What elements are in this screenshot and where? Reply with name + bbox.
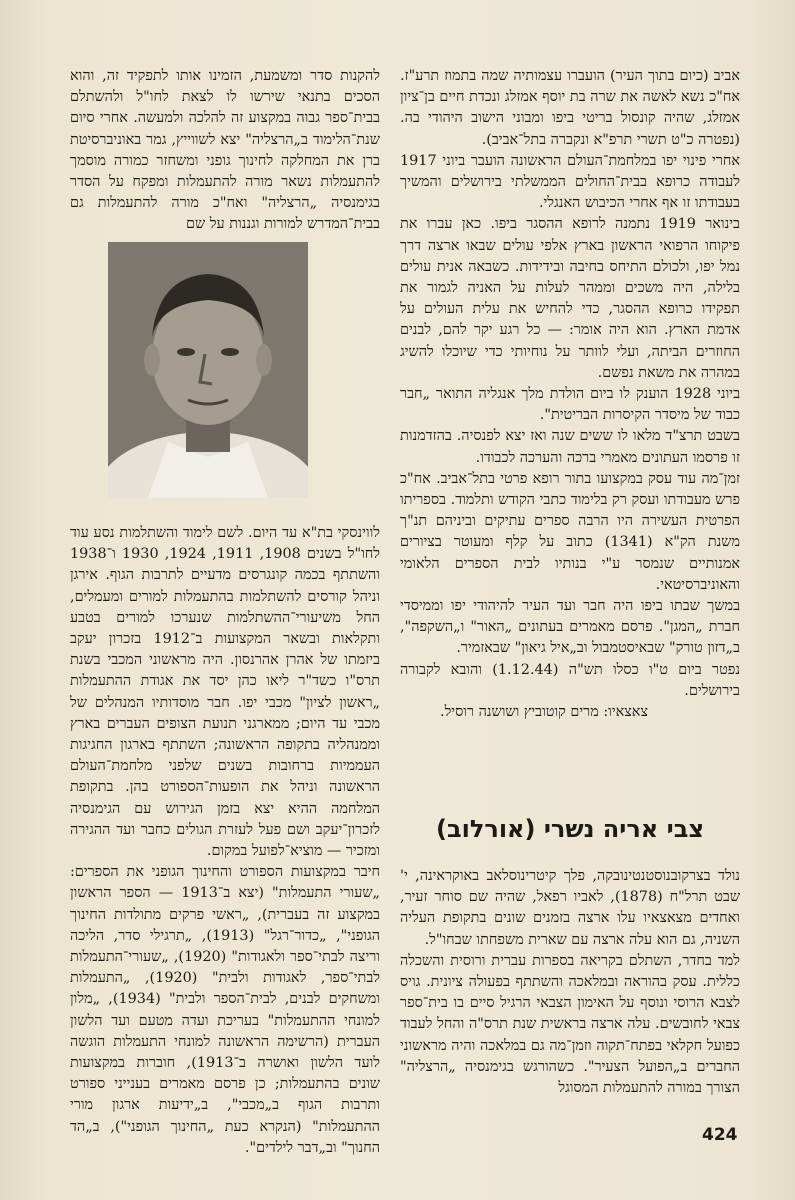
left-column-top (70, 66, 380, 236)
right-column-bottom (400, 866, 740, 1099)
descendants-line: צאצאיו: מרים קוטוביץ ושושנה רוסיל. (440, 704, 648, 721)
paragraph: חיבר במקצועות הספורט והחינוך הגופני את הספרים: „שעורי התעמלות" (יצא ב־1913 — הספר הראשון במקצוע זה בעברית), „ראשי פרקים מתולדות החינוך הגופני", „כדור־רגל" (1913), „תרגילי סדר, הליכה וריצה לבתי־ספר ולאגודות" (1920), „שעורי־התעמלות לבתי־ספר, לאגודות ולבית" (1920), „התעמלות ומשחקים לבנים, לבית־הספר ולבית" (1934), „מלון למונחי ההתעמלות" בעריכת ועדה מטעם ועד הלשון העברית (הרשימה הראשונה למונחי התעמלות הוגשה לועד הלשון ואושרה ב־1913), חוברות במקצועות שונים בהתעמלות; כן פרסם מאמרים בענייני ספורט ותרבות הגוף ב„מכבי", ב„ידיעות ארגון מורי ההתעמלות" (הנקרא כעת „החינוך הגופני"), ב„הד החנוך" וב„דבר לילדים". (70, 864, 381, 1156)
paragraph: אחרי פינוי יפו במלחמת־העולם הראשונה הועבר ביוני 1917 לעבודה כרופא בבית־החולים הממשלתי בירושלים והמשיך בעבודתו זו אף אחרי הכיבוש האנגלי. (400, 152, 740, 212)
portrait-photo (108, 242, 308, 498)
paragraph: אביב (כיום בתוך העיר) הועברו עצמותיה שמה בתמוז תרע"ז. אח"כ נשא לאשה את שרה בת יוסף אמזלג ונכדת חיים בן־ציון אמזלג, שהיה קונסול בריטי ביפו ומבוני הישוב היהודי בה. (נפטרה כ"ט תשרי תרפ"א ונקברה בתל־אביב). (400, 68, 740, 148)
paragraph: ביוני 1928 הוענק לו ביום הולדת מלך אנגליה התואר „חבר כבוד של מיסדר הקיסרות הבריטית". (400, 386, 740, 424)
right-column-top (400, 66, 740, 723)
paragraph: בשבט תרצ"ד מלאו לו ששים שנה ואז יצא לפנסיה. בהזדמנות זו פרסמו העתונים מאמרי ברכה והערכה לכבודו. (400, 428, 740, 466)
paragraph: זמן־מה עוד עסק במקצועו בתור רופא פרטי בתל־אביב. אח"כ פרש מעבודתו ועסק רק בלימוד כתבי הקודש ותלמוד. בספריתו הפרטית העשירה היו הרבה ספרים עתיקים וביניהם תנ"ך משנת הק"א (1341) כתוב על קלף ומעוטר בציורים אמנותיים שנמסר ע"י בנותיו לבית הספרים הלאומי והאוניברסיטאי. (400, 470, 741, 593)
left-column-bottom (70, 523, 380, 1159)
paragraph: לווינסקי בת"א עד היום. לשם לימוד והשתלמות נסע עוד לחו"ל בשנים 1908, 1911, 1924, 1930 ו־1938 והשתתף בכמה קונגרסים מדעיים לתרבות הגוף. אירגן וניהל קורסים להשתלמות בהתעמלות למורים ומעמלים, החל משיעורי־ההשתלמות שנערכו למורים בטבע ותקלאות ובשאר המקצועות ב־1912 בזכרון יעקב ביזמתו של אהרן אהרנסון. היה מראשוני המכבי בשנת תרס"ו כשד"ר ליאו כהן יסד את אגודת ההתעמלות „ראשון לציון" מכבי יפו. חבר מוסדותיו המנהלים של מכבי עד היום; ממארגני תנועת הצופים העברים בארץ וממנהליה בתקופה הראשונה; השתתף בארגון החגיגות העממיות ברחובות בשנים שלפני מלחמת־העולם הראשונה וניהל את הופעות־הספורט בהן. בתקופת המלחמה ההיא יצא בזמן הגירוש עם הגימנסיה לזכרון־יעקב ושם פעל לעזרת הגולים כחבר ועד ההגירה ומזכיר — מוציא־לפועל במקום. (70, 525, 381, 860)
paragraph: נפטר ביום ט"ו כסלו תש"ה (1.12.44) והובא לקבורה בירושלים. (400, 661, 740, 699)
paragraph: בינואר 1919 נתמנה לרופא ההסגר ביפו. כאן עברו את פיקוחו הרפואי הראשון בארץ אלפי עולים שבאו ארצה דרך נמל יפו, ולכולם התיחס בחיבה ובידידות. כשבאה אנית עולים בלילה, היה משכים וממהר לעלות על האניה לגמור את תפקידו כרופא ההסגר, כדי להחיש את עלית העולים על אדמת הארץ. הוא היה אומר: — כל רגע יקר להם, לבנים החוזרים הביתה, ועלי לוותר על נוחיותי כדי שיוכלו להשיג במהרה את משאת נפשם. (400, 216, 740, 381)
paragraph: למד בחדר, השתלם בקריאה בספרות עברית ורוסית והשכלה כללית. עסק בהוראה ובמלאכה והשתתף בפעולה ציונית. גויס לצבא הרוסי ונוסף על האימון הצבאי הרגיל סיים בו בית־ספר צבאי לחובשים. עלה ארצה בראשית שנת תרס"ה והחל לעבוד כפועל חקלאי בפתח־תקוה וזמן־מה גם במלאכה והיה מראשוני החברים ב„הפועל הצעיר". כשהורגש בגימנסיה „הרצליה" הצורך במורה להתעמלות המסוגל (400, 952, 740, 1097)
paragraph: במשך שבתו ביפו היה חבר ועד העיר להיהודי יפו וממיסדי חברת „המגן". פרסם מאמרים בעתונים „האור" ו„השקפה", ב„דזון טורק" שבאיסטמבול וב„איל גיאון" שבאזמיר. (400, 598, 740, 657)
page-number: 424 (702, 1125, 738, 1145)
paragraph: להקנות סדר ומשמעת, הזמינו אותו לתפקיד זה, והוא הסכים בתנאי שירשו לו לצאת לחו"ל ולהשתלם בבית־ספר גבוה במקצוע זה להלכה ולמעשה. אחרי סיום שנת־הלימוד ב„הרצליה" יצא לשווייץ, גמר באוניברסיטת ברן את המחלקה לחינוך גופני ומשחזר כמורה מוסמך להתעמלות נשאר מורה להתעמלות ומפקח על הסדר בגימנסיה „הרצליה" ואח"כ מורה להתעמלות גם בבית־המדרש למורות וגננות על שם (70, 68, 380, 233)
biography-heading: צבי אריה נשרי (אורלוב) (436, 815, 704, 843)
paragraph: נולד בצרקובנוסטנטינובקה, פלך קיטרינוסלאב באוקראינה, י' שבט תרל"ח (1878), לאביו רפאל, שהיה שם סוחר זעיר, ואחדים מצאצאיו עלו ארצה בזמנים שונים בתקופת העליה השניה, גם הוא עלה ארצה עם שארית משפחתו שבחו"ל. (400, 868, 741, 948)
